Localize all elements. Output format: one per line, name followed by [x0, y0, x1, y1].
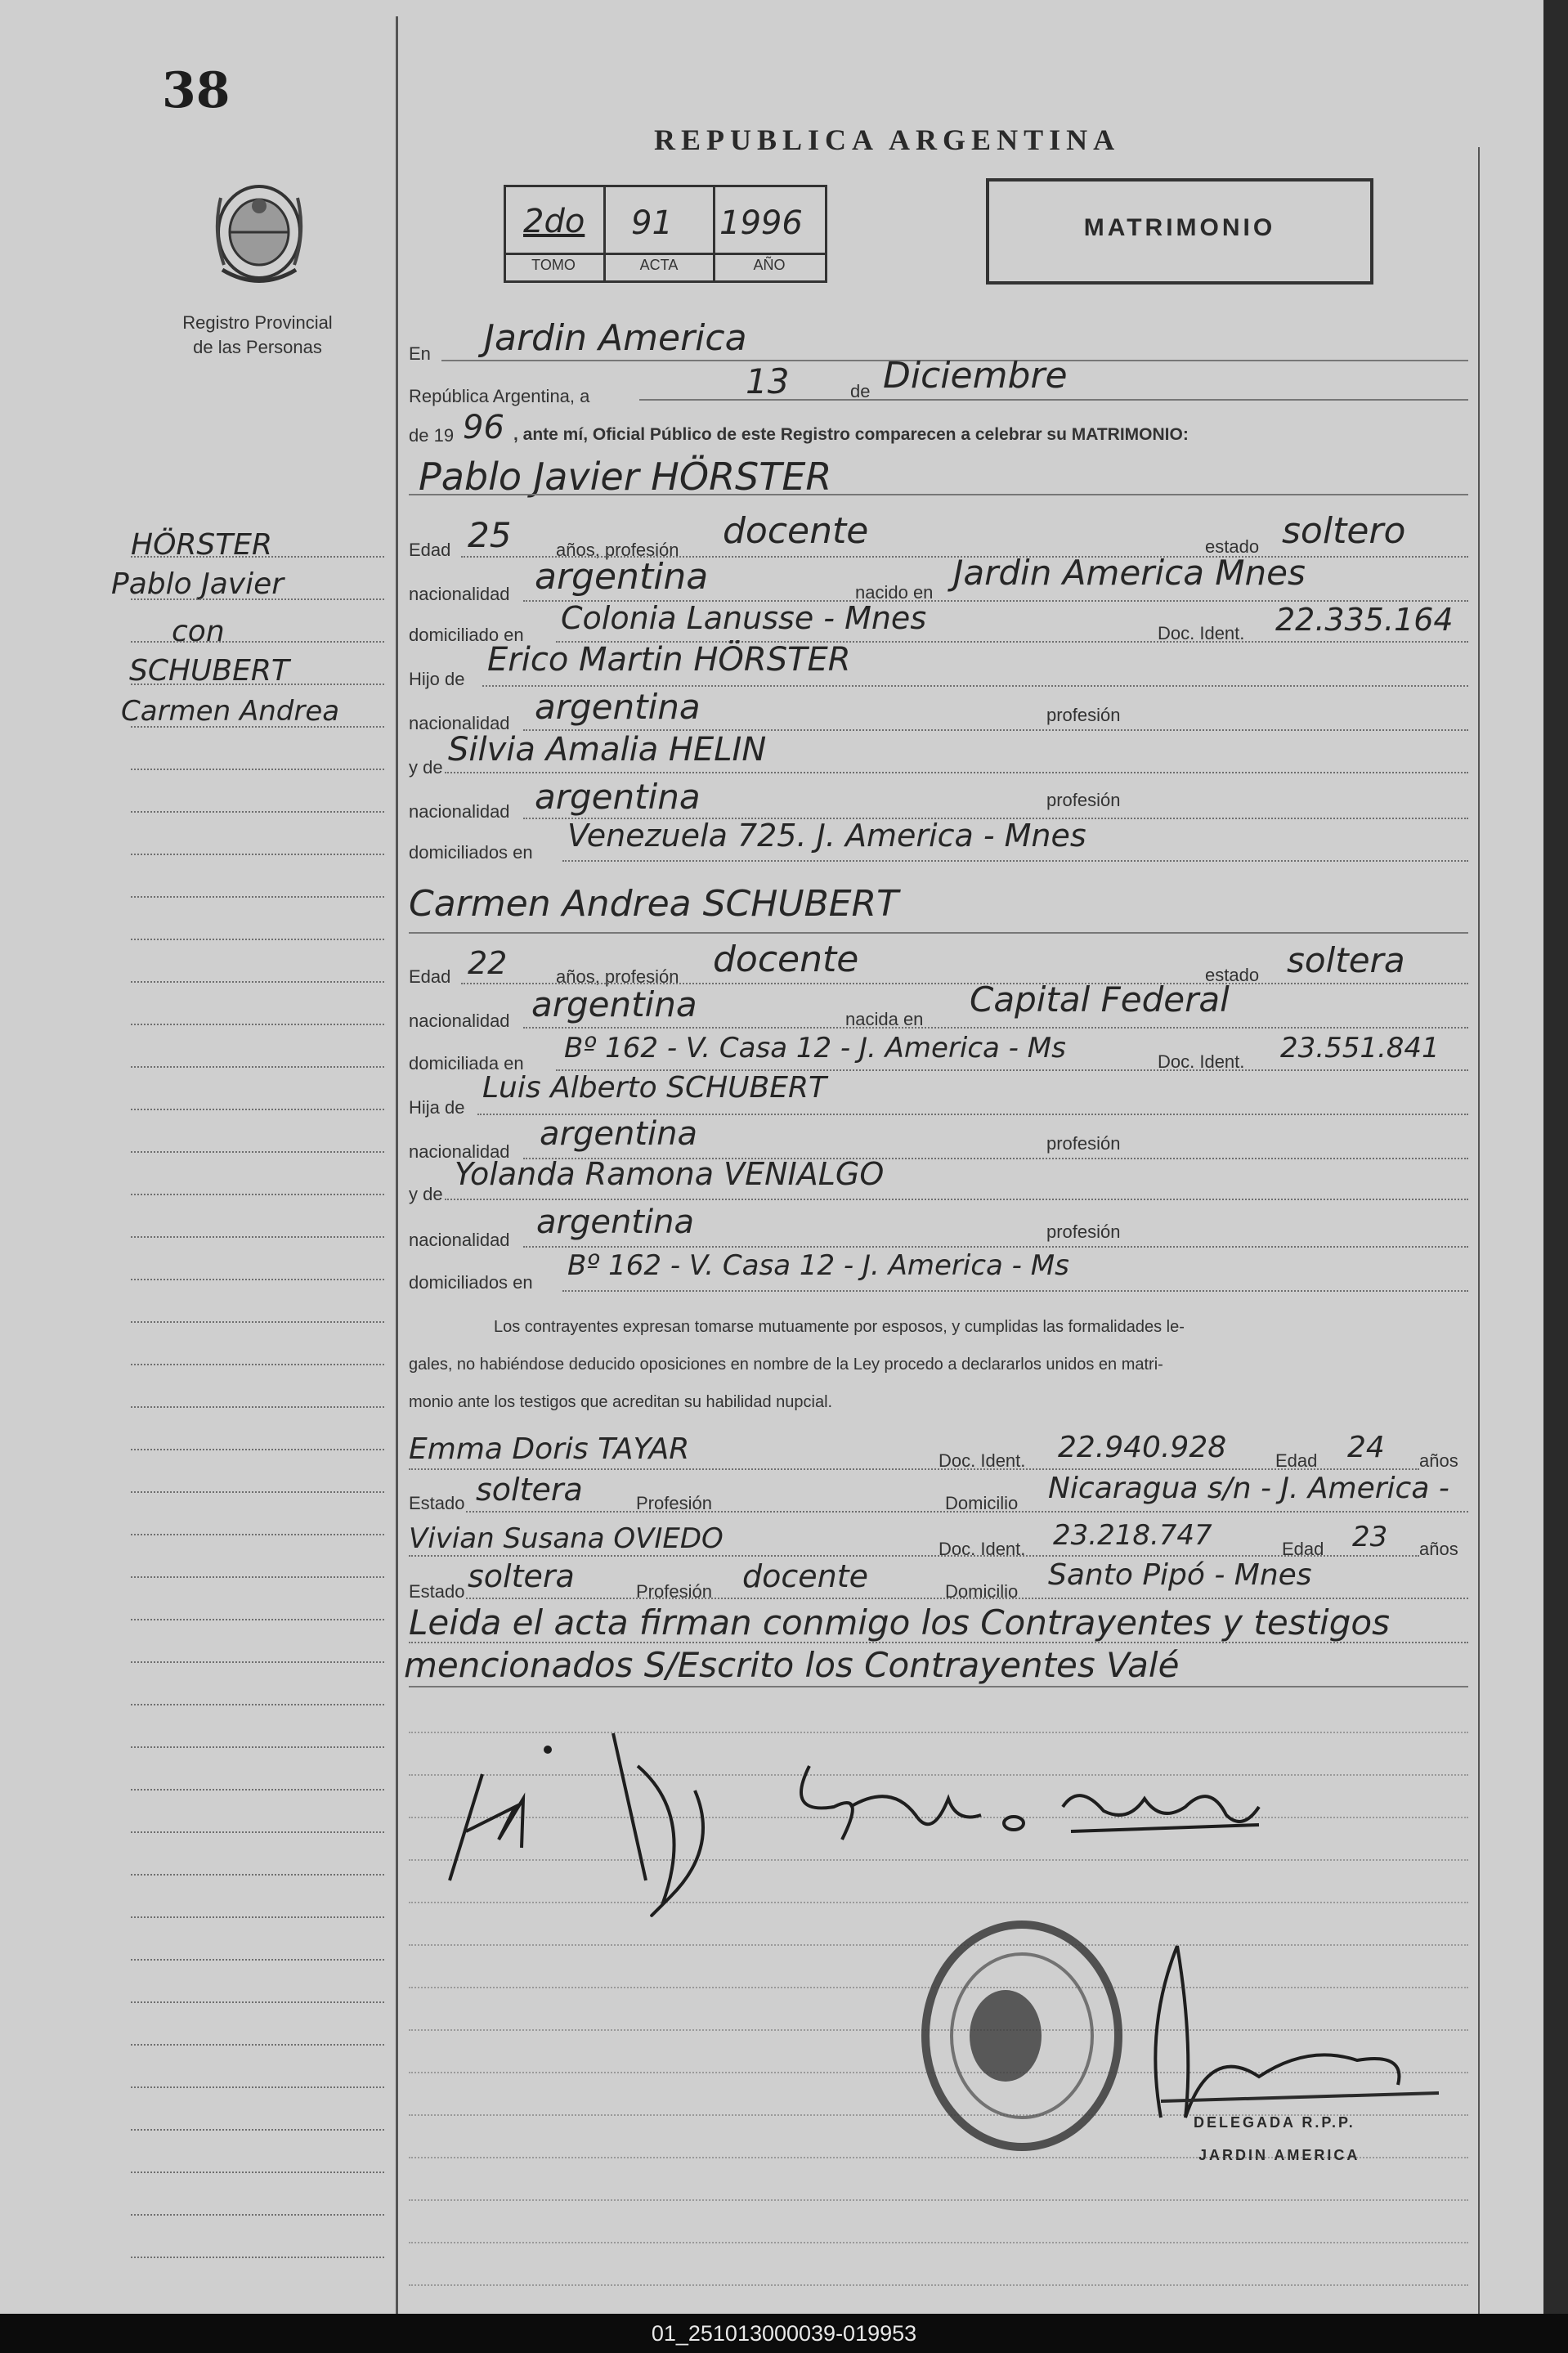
country-title: REPUBLICA ARGENTINA	[654, 123, 1121, 156]
line-groom-parents-dom	[562, 860, 1468, 862]
line-w2-name	[409, 1555, 1419, 1557]
bride-parents-dom: Bº 162 - V. Casa 12 - J. America - Ms	[567, 1249, 1069, 1282]
margin-ruled-line	[131, 1534, 384, 1535]
witness1-doc: 22.940.928	[1058, 1431, 1227, 1464]
margin-ruled-line	[131, 2086, 384, 2088]
stamp-line2: JARDIN AMERICA	[1198, 2147, 1360, 2163]
ruled-line	[409, 2199, 1468, 2201]
place-value: Jardin America	[484, 317, 747, 359]
ruled-line	[409, 2242, 1468, 2243]
margin-ruled-line	[131, 1194, 384, 1195]
paragraph-line2: gales, no habiéndose deducido oposiciones en nombre de la Ley procedo a declararlos unidos en matri-	[409, 1356, 1163, 1374]
line-date	[639, 399, 1468, 401]
label-groom-nacido: nacido en	[855, 582, 934, 603]
label-groom-mother-prof: profesión	[1046, 790, 1121, 810]
witness2-doc: 23.218.747	[1053, 1519, 1212, 1552]
line-bride-name	[409, 932, 1468, 934]
margin-ruled-line	[131, 1576, 384, 1578]
label-de19: de 19	[409, 425, 455, 446]
label-groom-mother-nac: nacionalidad	[409, 801, 510, 822]
label-bride-estado: estado	[1205, 965, 1260, 985]
groom-father: Erico Martin HÖRSTER	[487, 641, 851, 679]
margin-ruled-line	[131, 2001, 384, 2003]
label-w1-profesion: Profesión	[636, 1493, 712, 1513]
label-bride-nac: nacionalidad	[409, 1011, 510, 1031]
groom-name: Pablo Javier HÖRSTER	[419, 455, 832, 499]
line-groom-mother	[445, 772, 1468, 773]
paragraph-line3: monio ante los testigos que acreditan su habilidad nupcial.	[409, 1393, 833, 1411]
line-w2-estado	[466, 1598, 1468, 1599]
witness2-profession: docente	[742, 1558, 869, 1594]
margin-ruled-line	[131, 1874, 384, 1876]
margin-ruled-line	[131, 1916, 384, 1918]
margin-note-con: con	[172, 615, 225, 648]
groom-birthplace: Jardin America Mnes	[953, 553, 1306, 593]
label-w2-domicilio: Domicilio	[945, 1581, 1019, 1602]
year-value: 96	[463, 409, 504, 446]
closing-line1: Leida el acta firman conmigo los Contrayentes y testigos	[409, 1602, 1390, 1643]
witness2-name: Vivian Susana OVIEDO	[409, 1522, 724, 1555]
label-groom-dom: domiciliado en	[409, 625, 524, 645]
margin-ruled-line	[131, 1959, 384, 1961]
margin-note-surname: HÖRSTER	[131, 528, 273, 562]
signature-3	[801, 1766, 1024, 1840]
bride-father: Luis Alberto SCHUBERT	[482, 1071, 827, 1105]
file-identifier: 01_251013000039-019953	[0, 2314, 1568, 2353]
bride-age: 22	[468, 945, 508, 981]
line-groom-name	[409, 494, 1468, 495]
label-hijo: Hijo de	[409, 669, 465, 689]
witness1-status: soltera	[476, 1472, 583, 1508]
bride-nationality: argentina	[531, 984, 697, 1024]
margin-ruled-line	[131, 1279, 384, 1280]
bride-father-nat: argentina	[540, 1115, 697, 1153]
witness1-age: 24	[1347, 1431, 1385, 1464]
line-bride-nac	[523, 1027, 1468, 1029]
record-box-divider	[504, 253, 827, 255]
margin-ruled-line	[131, 1704, 384, 1705]
day-value: 13	[746, 361, 790, 401]
witness2-status: soltera	[468, 1558, 575, 1594]
label-bride-doc: Doc. Ident.	[1158, 1051, 1245, 1072]
label-w2-profesion: Profesión	[636, 1581, 712, 1602]
margin-ruled-line	[131, 981, 384, 983]
margin-ruled-line	[131, 769, 384, 770]
label-groom-doc: Doc. Ident.	[1158, 623, 1245, 643]
month-value: Diciembre	[883, 355, 1068, 397]
margin-ruled-line	[131, 1449, 384, 1450]
bride-status: soltera	[1287, 940, 1405, 980]
margin-ruled-line	[131, 2214, 384, 2216]
line-w1-estado	[466, 1511, 1468, 1513]
bride-mother-nat: argentina	[536, 1203, 694, 1241]
label-hija: Hija de	[409, 1097, 465, 1118]
groom-mother: Silvia Amalia HELIN	[448, 731, 767, 769]
signature-4	[1063, 1795, 1259, 1831]
margin-ruled-line	[131, 1661, 384, 1663]
witness2-age: 23	[1352, 1521, 1388, 1553]
label-bride-yde: y de	[409, 1184, 443, 1204]
groom-father-nat: argentina	[535, 687, 701, 727]
bride-birthplace: Capital Federal	[970, 979, 1230, 1020]
line-closing1	[409, 1642, 1468, 1643]
witness2-domicile: Santo Pipó - Mnes	[1048, 1558, 1312, 1592]
margin-ruled-line	[131, 556, 384, 558]
signature-1	[450, 1747, 550, 1880]
tomo-value: 2do	[523, 203, 585, 240]
groom-domicile: Colonia Lanusse - Mnes	[561, 600, 927, 636]
margin-ruled-line	[131, 641, 384, 643]
margin-ruled-line	[131, 1321, 384, 1323]
margin-ruled-line	[131, 896, 384, 898]
margin-note-given: Pablo Javier	[111, 567, 284, 601]
line-w1-name	[409, 1468, 1419, 1470]
witness1-name: Emma Doris TAYAR	[409, 1432, 690, 1466]
groom-parents-dom: Venezuela 725. J. America - Mnes	[567, 818, 1086, 854]
margin-ruled-line	[131, 1789, 384, 1791]
label-groom-father-nac: nacionalidad	[409, 713, 510, 733]
groom-age: 25	[468, 515, 512, 555]
label-groom-nac: nacionalidad	[409, 584, 510, 604]
acta-value: 91	[631, 204, 673, 242]
right-column-border	[1478, 147, 1480, 2314]
margin-ruled-line	[131, 811, 384, 813]
label-bride-dom: domiciliada en	[409, 1053, 524, 1073]
label-w1-estado: Estado	[409, 1493, 465, 1513]
label-groom-anos: años, profesión	[556, 540, 679, 560]
margin-ruled-line	[131, 2044, 384, 2046]
ano-value: 1996	[719, 204, 803, 242]
margin-ruled-line	[131, 2257, 384, 2258]
label-republica: República Argentina, a	[409, 386, 590, 406]
groom-profession: docente	[723, 510, 869, 552]
label-bride-mother-prof: profesión	[1046, 1221, 1121, 1242]
margin-ruled-line	[131, 2171, 384, 2173]
label-groom-parents-dom: domiciliados en	[409, 842, 533, 863]
margin-ruled-line	[131, 1236, 384, 1238]
line-bride-mother-nac	[523, 1246, 1468, 1248]
bride-domicile: Bº 162 - V. Casa 12 - J. America - Ms	[564, 1032, 1066, 1064]
label-groom-estado: estado	[1205, 536, 1260, 557]
acta-label: ACTA	[639, 257, 679, 273]
stamp-line1: DELEGADA R.P.P.	[1194, 2114, 1355, 2131]
witness1-domicile: Nicaragua s/n - J. America -	[1048, 1472, 1449, 1505]
label-w1-edad: Edad	[1275, 1450, 1318, 1471]
margin-ruled-line	[131, 1024, 384, 1025]
label-groom-edad: Edad	[409, 540, 451, 560]
margin-note-given2: Carmen Andrea	[121, 695, 340, 728]
coat-of-arms-icon	[204, 173, 314, 289]
left-column-border	[396, 16, 398, 2314]
label-en: En	[409, 343, 431, 364]
line-closing2	[409, 1686, 1468, 1687]
margin-ruled-line	[131, 1109, 384, 1110]
margin-ruled-line	[131, 1619, 384, 1620]
paragraph-line1: Los contrayentes expresan tomarse mutuamente por esposos, y cumplidas las formalidades le-	[494, 1318, 1185, 1336]
label-bride-father-prof: profesión	[1046, 1133, 1121, 1154]
label-bride-father-nac: nacionalidad	[409, 1141, 510, 1162]
tomo-label: TOMO	[531, 257, 576, 273]
label-bride-edad: Edad	[409, 966, 451, 987]
label-w1-domicilio: Domicilio	[945, 1493, 1019, 1513]
bride-doc: 23.551.841	[1280, 1032, 1440, 1064]
margin-note-surname2: SCHUBERT	[129, 654, 289, 688]
groom-doc: 22.335.164	[1275, 602, 1454, 638]
label-bride-mother-nac: nacionalidad	[409, 1230, 510, 1250]
margin-ruled-line	[131, 598, 384, 600]
registry-name: Registro Provincial de las Personas	[182, 312, 333, 357]
groom-mother-nat: argentina	[535, 777, 701, 817]
label-w2-edad: Edad	[1282, 1539, 1324, 1559]
margin-ruled-line	[131, 1151, 384, 1153]
signature-2	[613, 1733, 703, 1916]
label-bride-nacida: nacida en	[845, 1009, 924, 1029]
margin-ruled-line	[131, 2129, 384, 2131]
margin-ruled-line	[131, 1406, 384, 1408]
margin-ruled-line	[131, 1491, 384, 1493]
page-number: 38	[162, 62, 231, 119]
margin-ruled-line	[131, 1746, 384, 1748]
groom-nationality: argentina	[535, 556, 709, 598]
line-bride-parents-dom	[562, 1290, 1468, 1292]
closing-line2: mencionados S/Escrito los Contrayentes Valé	[404, 1645, 1180, 1685]
ano-label: AÑO	[753, 257, 786, 273]
ruled-line	[409, 2284, 1468, 2286]
label-bride-anos: años, profesión	[556, 966, 679, 987]
bride-mother: Yolanda Ramona VENIALGO	[455, 1156, 885, 1192]
label-w1-doc: Doc. Ident.	[939, 1450, 1026, 1471]
label-w2-anos: años	[1419, 1539, 1458, 1559]
label-w2-doc: Doc. Ident.	[939, 1539, 1026, 1559]
margin-ruled-line	[131, 726, 384, 728]
label-w2-estado: Estado	[409, 1581, 465, 1602]
label-de-month: de	[850, 381, 871, 401]
bride-profession: docente	[713, 939, 859, 980]
intro-text: , ante mí, Oficial Público de este Registro comparecen a celebrar su MATRIMONIO:	[513, 425, 1189, 444]
margin-ruled-line	[131, 1066, 384, 1068]
bride-name: Carmen Andrea SCHUBERT	[409, 883, 898, 925]
type-label: MATRIMONIO	[1083, 214, 1276, 241]
groom-status: soltero	[1282, 510, 1406, 552]
label-groom-father-prof: profesión	[1046, 705, 1121, 725]
margin-ruled-line	[131, 1831, 384, 1833]
line-bride-mother	[445, 1199, 1468, 1200]
scan-edge	[1543, 0, 1568, 2314]
label-w1-anos: años	[1419, 1450, 1458, 1471]
official-stamp	[916, 1897, 1472, 2175]
label-groom-yde: y de	[409, 757, 443, 778]
margin-ruled-line	[131, 854, 384, 855]
margin-ruled-line	[131, 1364, 384, 1365]
margin-ruled-line	[131, 939, 384, 940]
margin-ruled-line	[131, 683, 384, 685]
label-bride-parents-dom: domiciliados en	[409, 1272, 533, 1293]
